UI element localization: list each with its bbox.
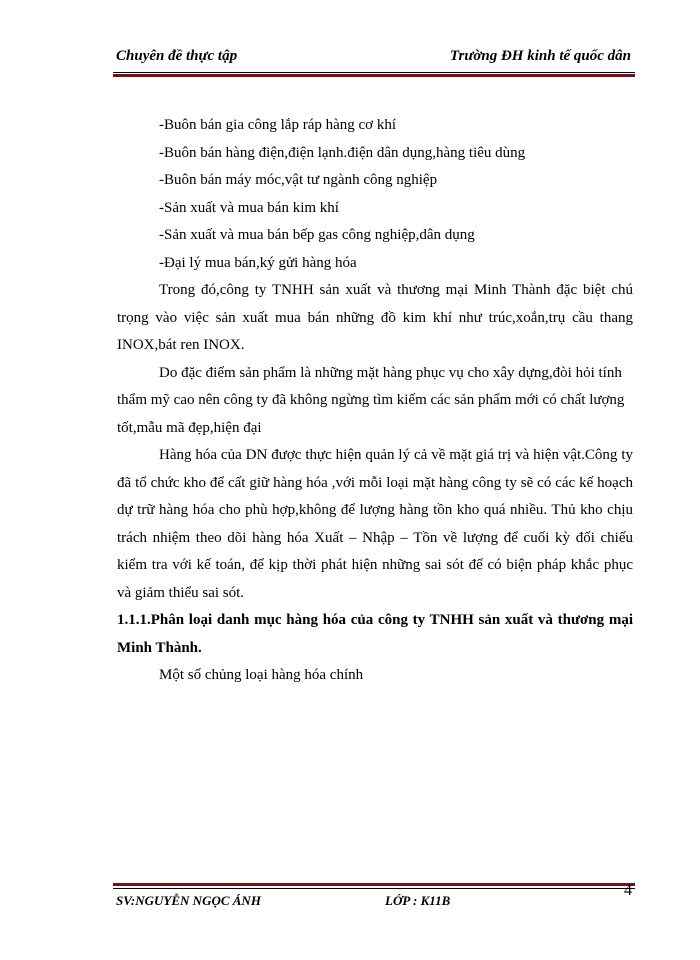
- page-body: [117, 112, 633, 690]
- footer-class: LỚP : K11B: [385, 893, 451, 908]
- bullet-item: -Buôn bán hàng điện,điện lạnh.điện dân dụng,hàng tiêu dùng: [159, 144, 526, 161]
- page-header: [113, 48, 635, 70]
- bullet-item: -Buôn bán máy móc,vật tư ngành công nghiệp: [159, 172, 438, 188]
- page-number: 4: [624, 882, 632, 899]
- paragraph-products-focus: Trong đó,công ty TNHH sản xuất và thương mại Minh Thành đặc biệt chú trọng vào việc sản xuất mua bán những đồ kim khí như trúc,xoắn,trụ cầu thang INOX,bát ren INOX.: [117, 282, 633, 353]
- page-footer: [113, 893, 635, 915]
- footer-rule-thick: [113, 883, 635, 886]
- header-rule-thin: [113, 72, 635, 73]
- section-heading: 1.1.1.Phân loại danh mục hàng hóa của công ty TNHH sản xuất và thương mại Minh Thành.: [117, 612, 633, 656]
- header-course-title: Chuyên đề thực tập: [116, 48, 238, 64]
- paragraph-product-characteristics: Do đặc điểm sản phẩm là những mặt hàng phục vụ cho xây dựng,đòi hỏi tính thẩm mỹ cao nên công ty đã không ngừng tìm kiếm các sản phẩm mới có chất lượng tốt,mẫu mã đẹp,hiện đại: [117, 364, 625, 436]
- bullet-item: -Sản xuất và mua bán bếp gas công nghiệp,dân dụng: [159, 227, 475, 243]
- bullet-item: -Sản xuất và mua bán kim khí: [159, 199, 339, 216]
- paragraph-main-goods: Một số chủng loại hàng hóa chính: [159, 667, 364, 683]
- footer-student-name: SV:NGUYỄN NGỌC ÁNH: [116, 893, 261, 908]
- bullet-item: -Buôn bán gia công lắp ráp hàng cơ khí: [159, 117, 397, 133]
- header-rule-thick: [113, 74, 635, 77]
- bullet-item: -Đại lý mua bán,ký gửi hàng hóa: [159, 254, 357, 271]
- header-university: Trường ĐH kinh tế quốc dân: [449, 48, 631, 64]
- footer-rule-thin: [113, 888, 635, 889]
- paragraph-inventory-management: Hàng hóa của DN được thực hiện quản lý cả về mặt giá trị và hiện vật.Công ty đã tổ chức kho để cất giữ hàng hóa ,với mỗi loại mặt hàng công ty sẽ có các kế hoạch dự trữ hàng hóa cho phù hợp,không để lượng hàng tồn kho quá nhiều. Thủ kho chịu trách nhiệm theo dõi hàng hóa Xuất – Nhập – Tồn về lượng để cuối kỳ đối chiếu kiểm tra với kế toán, để kịp thời phát hiện những sai sót để có biện pháp khắc phục và giảm thiểu sai sót.: [117, 447, 633, 601]
